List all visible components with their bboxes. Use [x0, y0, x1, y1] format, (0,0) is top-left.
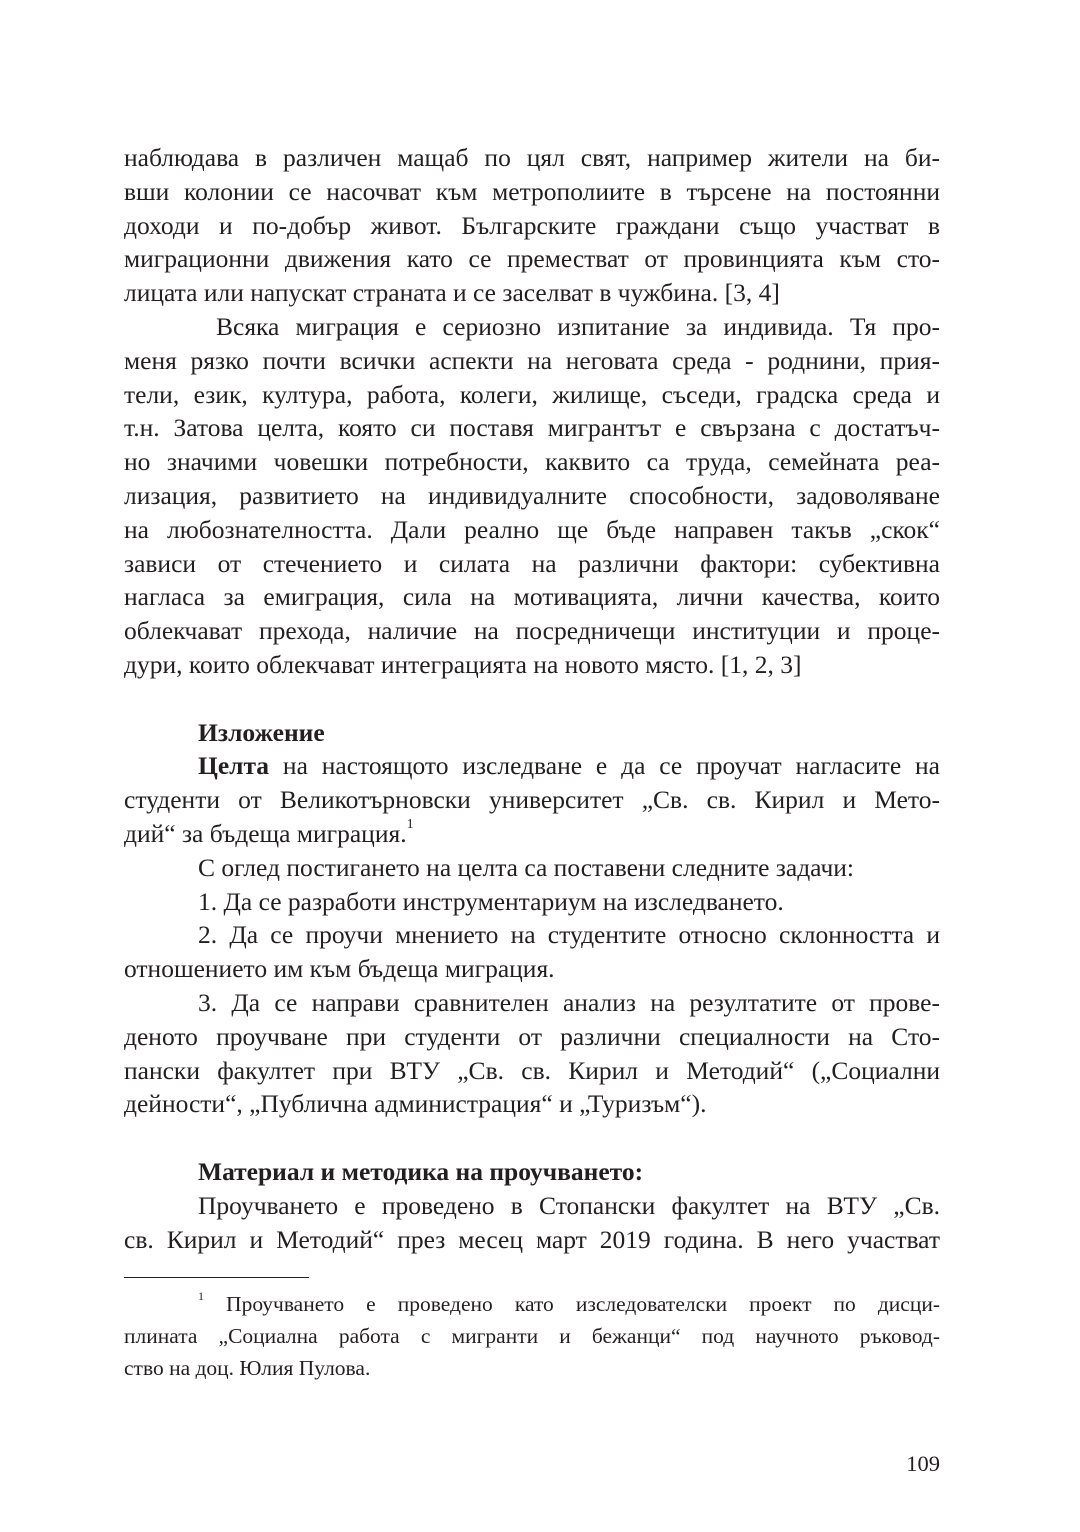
text-line: зависи от стечението и силата на различни фактори: субективна — [124, 548, 940, 578]
section-exposition — [124, 716, 940, 1122]
spacer — [124, 1121, 940, 1155]
text-fragment: на настоящото изследване е да се проучат нагласите на — [269, 751, 940, 781]
text-line: тели, език, култура, работа, колеги, жилище, съседи, градска среда и — [124, 379, 940, 409]
text-line: студенти от Великотърновски университет „Св. св. Кирил и Мето- — [124, 785, 940, 815]
footnote-marker: 1 — [198, 1288, 204, 1303]
footnote-reference[interactable]: 1 — [406, 817, 414, 833]
page-number: 109 — [906, 1451, 940, 1476]
text-line: наблюдава в различен мащаб по цял свят, например жители на би- — [124, 143, 940, 172]
section-heading: Изложение — [198, 717, 325, 747]
text-line: доходи и по-добър живот. Българските граждани също участват в — [124, 210, 940, 240]
text-line: вши колонии се насочват към метрополиите в търсене на постоянни — [124, 176, 940, 206]
list-item: 2. Да се проучи мнението на студентите относно склонността и — [198, 920, 940, 950]
spacer — [124, 682, 940, 716]
text-fragment: Проучването е проведено като изследователски проект по дисци- — [204, 1292, 940, 1316]
bold-term: Целта — [198, 751, 270, 781]
footnote — [124, 1288, 940, 1384]
list-item: 3. Да се направи сравнителен анализ на резултатите от прове- — [198, 987, 940, 1017]
text-line: пански факултет при ВТУ „Св. св. Кирил и Методий“ („Социални — [124, 1055, 940, 1085]
footnote-line: плината „Социална работа с мигранти и бежанци“ под научното ръковод- — [124, 1324, 940, 1348]
text-line: С оглед постигането на целта са поставени следните задачи: — [198, 852, 855, 882]
text-line: св. Кирил и Методий“ през месец март 2019 година. В него участват — [124, 1224, 940, 1254]
text-line: дури, които облекчават интеграцията на новото място. [1, 2, 3] — [124, 649, 802, 679]
document-page — [124, 0, 940, 1532]
footnote-line: ство на доц. Юлия Пулова. — [124, 1356, 371, 1380]
footnote-line — [124, 1288, 940, 1320]
text-line: отношението им към бъдеща миграция. — [124, 954, 555, 984]
list-item: 1. Да се разработи инструментариум на изследването. — [198, 886, 784, 916]
section-methods — [124, 1155, 940, 1256]
text-line: деното проучване при студенти от различни специалности на Сто- — [124, 1021, 940, 1051]
text-line: лицата или напускат страната и се заселват в чужбина. [3, 4] — [124, 278, 780, 308]
paragraph-intro-end — [124, 141, 940, 310]
text-line: Всяка миграция е сериозно изпитание за индивида. Тя про- — [216, 311, 940, 341]
text-line: миграционни движения като се преместват от провинцията към сто- — [124, 244, 940, 274]
text-line — [124, 817, 940, 851]
text-line: нагласа за емиграция, сила на мотивацията, лични качества, които — [124, 582, 940, 612]
text-line: лизация, развитието на индивидуалните способности, задоволяване — [124, 480, 940, 510]
paragraph-migration — [124, 310, 940, 682]
section-heading: Материал и методика на проучването: — [198, 1156, 644, 1186]
text-line: меня рязко почти всички аспекти на неговата среда - роднини, прия- — [124, 345, 940, 375]
text-line: облекчават прехода, наличие на посредничещи институции и проце- — [124, 616, 940, 646]
text-line: на любознателността. Дали реално ще бъде направен такъв „скок“ — [124, 514, 940, 544]
text-line: т.н. Затова целта, която си поставя мигрантът е свързана с достатъч- — [124, 413, 940, 443]
text-line: но значими човешки потребности, каквито са труда, семейната реа- — [124, 447, 940, 477]
footnote-divider — [124, 1277, 309, 1278]
text-line — [124, 749, 940, 783]
text-line: дейности“, „Публична администрация“ и „Туризъм“). — [124, 1089, 707, 1119]
text-line: Проучването е проведено в Стопански факултет на ВТУ „Св. — [198, 1190, 940, 1220]
main-text — [124, 141, 940, 1256]
text-fragment: дий“ за бъдеща миграция. — [124, 818, 407, 848]
